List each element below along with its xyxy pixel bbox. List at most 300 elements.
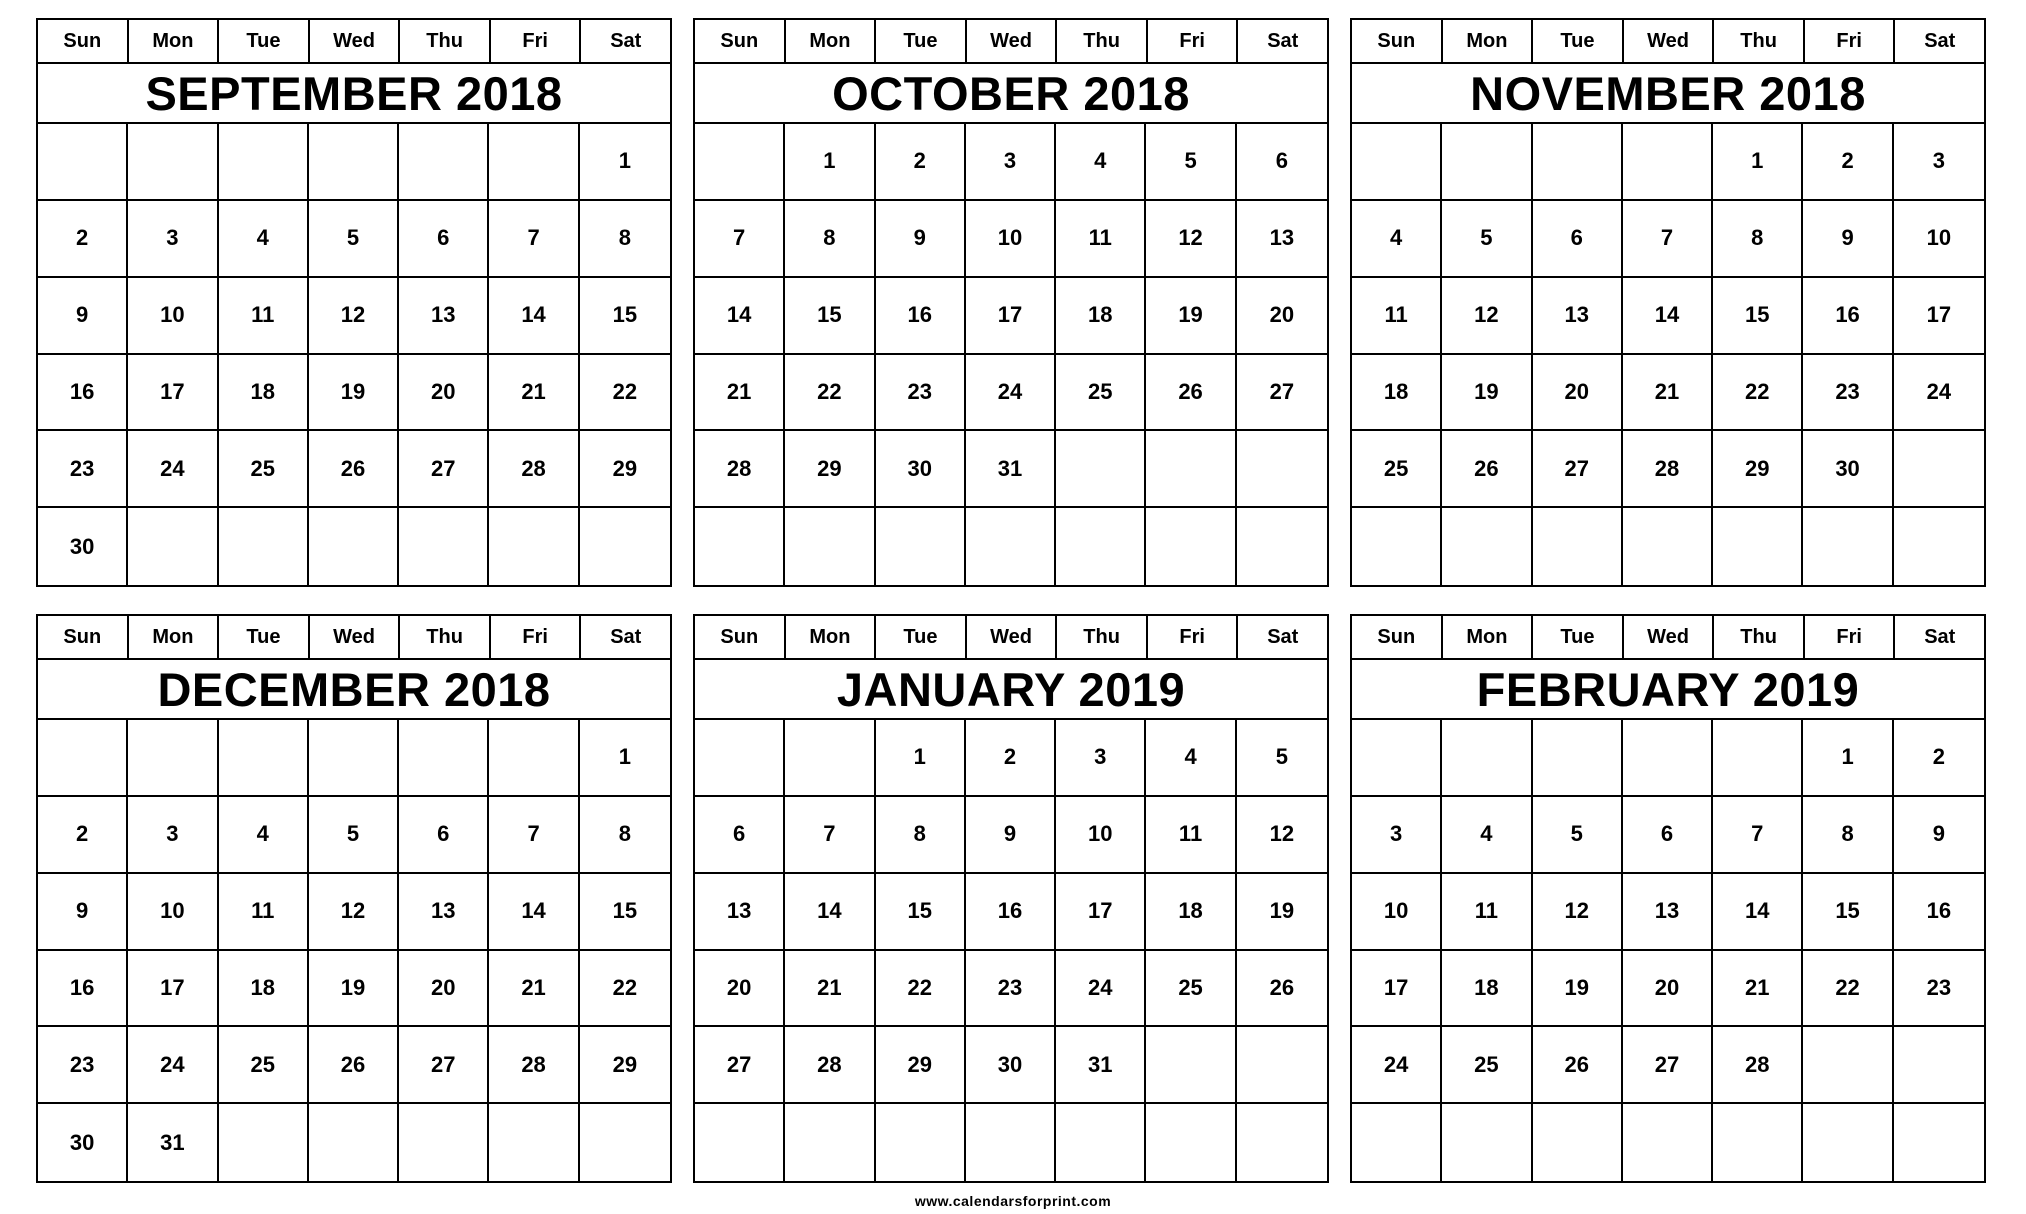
day-grid (38, 720, 670, 1181)
day-cell: 10 (966, 201, 1056, 278)
day-cell: 31 (966, 431, 1056, 508)
day-cell: 9 (1803, 201, 1893, 278)
day-cell (1894, 431, 1984, 508)
day-cell (489, 508, 579, 585)
day-cell: 8 (1713, 201, 1803, 278)
weekday-label: Sun (38, 20, 129, 62)
weekday-label: Fri (491, 20, 582, 62)
day-cell: 19 (309, 355, 399, 432)
day-cell (1146, 1027, 1236, 1104)
day-cell (1713, 720, 1803, 797)
day-cell: 17 (966, 278, 1056, 355)
day-cell: 11 (1146, 797, 1236, 874)
day-cell: 21 (489, 951, 579, 1028)
day-cell: 2 (966, 720, 1056, 797)
day-cell: 30 (966, 1027, 1056, 1104)
day-cell: 21 (785, 951, 875, 1028)
day-cell: 28 (1713, 1027, 1803, 1104)
day-cell (695, 720, 785, 797)
weekday-label: Sat (1267, 625, 1299, 648)
weekday-label: Sat (1267, 29, 1299, 52)
month-title: DECEMBER 2018 (38, 660, 670, 720)
day-cell: 21 (1713, 951, 1803, 1028)
day-cell: 30 (38, 508, 128, 585)
day-cell: 13 (695, 874, 785, 951)
day-cell: 14 (695, 278, 785, 355)
day-cell: 15 (580, 278, 670, 355)
day-cell: 2 (1803, 124, 1893, 201)
day-cell (695, 1104, 785, 1181)
day-cell: 31 (128, 1104, 218, 1181)
weekday-label: Wed (310, 20, 401, 62)
day-cell: 2 (876, 124, 966, 201)
day-cell: 20 (1237, 278, 1327, 355)
day-cell: 26 (1442, 431, 1532, 508)
day-cell: 8 (876, 797, 966, 874)
day-cell: 18 (1056, 278, 1146, 355)
day-cell (876, 1104, 966, 1181)
day-cell: 24 (128, 1027, 218, 1104)
day-cell: 19 (1237, 874, 1327, 951)
day-cell: 6 (399, 201, 489, 278)
day-cell: 5 (309, 201, 399, 278)
day-cell: 28 (695, 431, 785, 508)
day-cell: 23 (966, 951, 1056, 1028)
day-cell: 14 (489, 278, 579, 355)
day-cell: 20 (1533, 355, 1623, 432)
day-cell: 19 (1146, 278, 1236, 355)
day-cell (785, 508, 875, 585)
weekday-label: Tue (219, 616, 310, 658)
day-cell: 12 (309, 278, 399, 355)
month-title: JANUARY 2019 (695, 660, 1327, 720)
day-cell: 25 (1352, 431, 1442, 508)
day-cell (1533, 720, 1623, 797)
weekday-label: Wed (967, 20, 1058, 62)
calendar-december-2018 (36, 614, 672, 1183)
day-cell: 28 (1623, 431, 1713, 508)
day-cell (1442, 1104, 1532, 1181)
day-cell: 22 (1713, 355, 1803, 432)
day-cell (1146, 431, 1236, 508)
day-cell (489, 124, 579, 201)
day-cell (1056, 1104, 1146, 1181)
day-cell (966, 508, 1056, 585)
weekday-label: Sat (610, 625, 642, 648)
calendar-january-2019 (693, 614, 1329, 1183)
day-cell: 12 (1442, 278, 1532, 355)
weekday-label: Thu (1714, 616, 1805, 658)
day-grid (695, 720, 1327, 1181)
day-cell: 24 (128, 431, 218, 508)
day-cell: 17 (1352, 951, 1442, 1028)
weekday-header-row (38, 616, 670, 660)
day-cell: 13 (1237, 201, 1327, 278)
day-cell: 25 (219, 1027, 309, 1104)
day-cell: 27 (1237, 355, 1327, 432)
weekday-label: Mon (129, 616, 220, 658)
day-cell: 10 (1056, 797, 1146, 874)
weekday-label: Tue (876, 20, 967, 62)
day-cell: 12 (1533, 874, 1623, 951)
day-cell: 6 (1623, 797, 1713, 874)
day-cell: 17 (128, 355, 218, 432)
day-cell (489, 720, 579, 797)
day-cell: 6 (1533, 201, 1623, 278)
day-cell: 13 (399, 278, 489, 355)
day-cell (1352, 124, 1442, 201)
day-cell (219, 124, 309, 201)
day-cell: 28 (489, 431, 579, 508)
day-cell: 30 (1803, 431, 1893, 508)
day-cell (966, 1104, 1056, 1181)
day-cell: 1 (580, 124, 670, 201)
day-cell (1352, 508, 1442, 585)
weekday-label: Thu (1057, 20, 1148, 62)
day-cell (399, 124, 489, 201)
day-cell: 3 (128, 201, 218, 278)
day-cell (1146, 1104, 1236, 1181)
day-cell: 15 (785, 278, 875, 355)
day-cell: 14 (1623, 278, 1713, 355)
day-cell: 20 (399, 951, 489, 1028)
day-cell: 24 (1056, 951, 1146, 1028)
day-cell: 23 (876, 355, 966, 432)
day-cell: 20 (1623, 951, 1713, 1028)
day-cell: 10 (1894, 201, 1984, 278)
day-cell: 24 (1352, 1027, 1442, 1104)
day-cell: 9 (38, 874, 128, 951)
day-cell: 6 (399, 797, 489, 874)
day-cell: 4 (1352, 201, 1442, 278)
day-cell: 25 (1146, 951, 1236, 1028)
day-cell: 2 (38, 201, 128, 278)
day-grid (1352, 124, 1984, 585)
day-cell: 7 (489, 797, 579, 874)
weekday-label: Tue (876, 616, 967, 658)
day-cell: 12 (1146, 201, 1236, 278)
day-cell (1533, 508, 1623, 585)
day-cell: 1 (876, 720, 966, 797)
day-cell: 29 (876, 1027, 966, 1104)
day-cell: 13 (1533, 278, 1623, 355)
month-title: FEBRUARY 2019 (1352, 660, 1984, 720)
day-cell (1442, 124, 1532, 201)
day-cell (219, 1104, 309, 1181)
day-cell: 5 (1237, 720, 1327, 797)
day-cell (1623, 508, 1713, 585)
day-cell: 16 (876, 278, 966, 355)
day-cell: 7 (695, 201, 785, 278)
day-cell (1623, 1104, 1713, 1181)
day-cell (1146, 508, 1236, 585)
weekday-label: Mon (786, 616, 877, 658)
day-cell: 18 (219, 951, 309, 1028)
day-cell (128, 508, 218, 585)
day-cell: 10 (128, 278, 218, 355)
weekday-header-row (38, 20, 670, 64)
day-cell: 17 (1894, 278, 1984, 355)
day-cell (1056, 431, 1146, 508)
weekday-label: Thu (1714, 20, 1805, 62)
day-cell (1237, 1027, 1327, 1104)
day-cell: 6 (1237, 124, 1327, 201)
weekday-label: Sun (1352, 20, 1443, 62)
day-cell: 26 (1533, 1027, 1623, 1104)
day-cell: 1 (785, 124, 875, 201)
day-cell: 9 (966, 797, 1056, 874)
day-cell (1237, 431, 1327, 508)
day-cell: 31 (1056, 1027, 1146, 1104)
day-cell: 7 (1623, 201, 1713, 278)
day-grid (695, 124, 1327, 585)
day-cell (1713, 1104, 1803, 1181)
day-cell: 19 (1533, 951, 1623, 1028)
day-cell (1442, 508, 1532, 585)
day-cell: 5 (1146, 124, 1236, 201)
day-cell (580, 508, 670, 585)
weekday-label: Fri (1805, 616, 1896, 658)
day-cell (309, 124, 399, 201)
calendar-november-2018 (1350, 18, 1986, 587)
weekday-label: Mon (129, 20, 220, 62)
footer-url: www.calendarsforprint.com (914, 1193, 1112, 1209)
day-cell: 26 (309, 1027, 399, 1104)
day-cell: 12 (1237, 797, 1327, 874)
day-cell: 5 (1442, 201, 1532, 278)
day-cell: 13 (1623, 874, 1713, 951)
day-cell (1352, 720, 1442, 797)
day-cell: 1 (1803, 720, 1893, 797)
day-cell: 3 (128, 797, 218, 874)
day-cell: 16 (1803, 278, 1893, 355)
day-cell: 23 (1803, 355, 1893, 432)
day-cell: 29 (580, 431, 670, 508)
day-cell: 25 (1056, 355, 1146, 432)
day-cell: 16 (1894, 874, 1984, 951)
day-cell: 15 (876, 874, 966, 951)
day-cell: 27 (399, 1027, 489, 1104)
day-cell: 13 (399, 874, 489, 951)
day-cell: 11 (1056, 201, 1146, 278)
day-cell (309, 1104, 399, 1181)
day-cell (219, 508, 309, 585)
day-cell: 29 (1713, 431, 1803, 508)
day-cell (1803, 1027, 1893, 1104)
day-cell (1803, 508, 1893, 585)
day-cell: 12 (309, 874, 399, 951)
day-cell: 5 (309, 797, 399, 874)
day-cell (219, 720, 309, 797)
month-title: OCTOBER 2018 (695, 64, 1327, 124)
day-cell: 8 (785, 201, 875, 278)
day-cell: 28 (489, 1027, 579, 1104)
day-cell: 21 (489, 355, 579, 432)
weekday-label: Thu (400, 616, 491, 658)
weekday-label: Sat (610, 29, 642, 52)
day-cell (876, 508, 966, 585)
day-cell (1894, 508, 1984, 585)
calendar-february-2019 (1350, 614, 1986, 1183)
day-cell: 4 (219, 201, 309, 278)
weekday-label: Fri (1148, 20, 1239, 62)
day-cell (1623, 720, 1713, 797)
day-cell: 6 (695, 797, 785, 874)
day-cell: 26 (1146, 355, 1236, 432)
weekday-label: Fri (1148, 616, 1239, 658)
day-cell (309, 508, 399, 585)
day-cell (399, 508, 489, 585)
day-cell: 19 (309, 951, 399, 1028)
day-cell: 3 (966, 124, 1056, 201)
day-cell (399, 1104, 489, 1181)
weekday-header-row (695, 616, 1327, 660)
day-cell: 14 (785, 874, 875, 951)
day-cell (1894, 1104, 1984, 1181)
day-cell: 11 (219, 278, 309, 355)
day-cell: 29 (580, 1027, 670, 1104)
weekday-label: Wed (310, 616, 401, 658)
day-cell: 4 (1056, 124, 1146, 201)
weekday-label: Sun (695, 20, 786, 62)
day-cell: 4 (219, 797, 309, 874)
day-grid (1352, 720, 1984, 1181)
day-cell (1533, 1104, 1623, 1181)
day-cell: 14 (1713, 874, 1803, 951)
day-cell: 23 (38, 431, 128, 508)
day-cell: 7 (1713, 797, 1803, 874)
day-cell (1713, 508, 1803, 585)
day-cell: 2 (38, 797, 128, 874)
day-cell: 3 (1056, 720, 1146, 797)
day-cell (128, 720, 218, 797)
day-cell: 21 (1623, 355, 1713, 432)
weekday-label: Sun (38, 616, 129, 658)
day-cell: 3 (1352, 797, 1442, 874)
weekday-label: Tue (1533, 616, 1624, 658)
day-cell: 8 (580, 797, 670, 874)
day-cell: 4 (1442, 797, 1532, 874)
day-cell: 8 (1803, 797, 1893, 874)
day-cell: 23 (1894, 951, 1984, 1028)
day-cell (399, 720, 489, 797)
weekday-label: Thu (400, 20, 491, 62)
day-cell: 3 (1894, 124, 1984, 201)
day-cell: 30 (876, 431, 966, 508)
day-cell: 15 (1803, 874, 1893, 951)
day-cell: 1 (1713, 124, 1803, 201)
day-cell: 14 (489, 874, 579, 951)
day-cell: 25 (1442, 1027, 1532, 1104)
weekday-header-row (1352, 20, 1984, 64)
calendar-september-2018 (36, 18, 672, 587)
day-cell: 10 (128, 874, 218, 951)
weekday-label: Wed (1624, 616, 1715, 658)
day-cell: 24 (966, 355, 1056, 432)
day-cell (695, 508, 785, 585)
day-cell (1623, 124, 1713, 201)
day-cell (1352, 1104, 1442, 1181)
day-cell: 8 (580, 201, 670, 278)
day-cell: 9 (876, 201, 966, 278)
day-cell: 22 (785, 355, 875, 432)
weekday-header-row (695, 20, 1327, 64)
weekday-label: Mon (1443, 20, 1534, 62)
day-cell (1803, 1104, 1893, 1181)
day-cell (785, 720, 875, 797)
month-title: SEPTEMBER 2018 (38, 64, 670, 124)
day-cell (1894, 1027, 1984, 1104)
day-cell: 21 (695, 355, 785, 432)
weekday-label: Mon (1443, 616, 1534, 658)
day-cell: 1 (580, 720, 670, 797)
day-cell: 9 (38, 278, 128, 355)
day-cell (1056, 508, 1146, 585)
day-cell: 26 (1237, 951, 1327, 1028)
weekday-label: Fri (1805, 20, 1896, 62)
day-cell: 27 (1533, 431, 1623, 508)
day-cell: 9 (1894, 797, 1984, 874)
day-cell (1237, 508, 1327, 585)
day-cell: 7 (785, 797, 875, 874)
day-cell: 25 (219, 431, 309, 508)
day-cell: 18 (1146, 874, 1236, 951)
calendar-october-2018 (693, 18, 1329, 587)
day-cell: 11 (1352, 278, 1442, 355)
day-grid (38, 124, 670, 585)
day-cell (128, 124, 218, 201)
day-cell (785, 1104, 875, 1181)
weekday-label: Sat (1924, 625, 1956, 648)
day-cell: 28 (785, 1027, 875, 1104)
day-cell: 24 (1894, 355, 1984, 432)
day-cell: 7 (489, 201, 579, 278)
day-cell: 17 (1056, 874, 1146, 951)
day-cell: 10 (1352, 874, 1442, 951)
day-cell: 29 (785, 431, 875, 508)
day-cell: 16 (966, 874, 1056, 951)
day-cell: 20 (695, 951, 785, 1028)
day-cell (580, 1104, 670, 1181)
day-cell: 22 (1803, 951, 1893, 1028)
day-cell: 16 (38, 951, 128, 1028)
day-cell: 4 (1146, 720, 1236, 797)
weekday-label: Fri (491, 616, 582, 658)
weekday-label: Mon (786, 20, 877, 62)
weekday-label: Wed (1624, 20, 1715, 62)
day-cell (695, 124, 785, 201)
day-cell: 22 (580, 951, 670, 1028)
day-cell: 27 (399, 431, 489, 508)
day-cell: 23 (38, 1027, 128, 1104)
day-cell: 15 (1713, 278, 1803, 355)
day-cell: 11 (219, 874, 309, 951)
day-cell: 15 (580, 874, 670, 951)
day-cell: 22 (876, 951, 966, 1028)
weekday-label: Thu (1057, 616, 1148, 658)
day-cell: 17 (128, 951, 218, 1028)
day-cell (309, 720, 399, 797)
weekday-label: Wed (967, 616, 1058, 658)
day-cell (1237, 1104, 1327, 1181)
day-cell: 20 (399, 355, 489, 432)
weekday-header-row (1352, 616, 1984, 660)
day-cell (38, 124, 128, 201)
day-cell: 16 (38, 355, 128, 432)
weekday-label: Sun (695, 616, 786, 658)
day-cell: 27 (1623, 1027, 1713, 1104)
day-cell: 18 (1442, 951, 1532, 1028)
